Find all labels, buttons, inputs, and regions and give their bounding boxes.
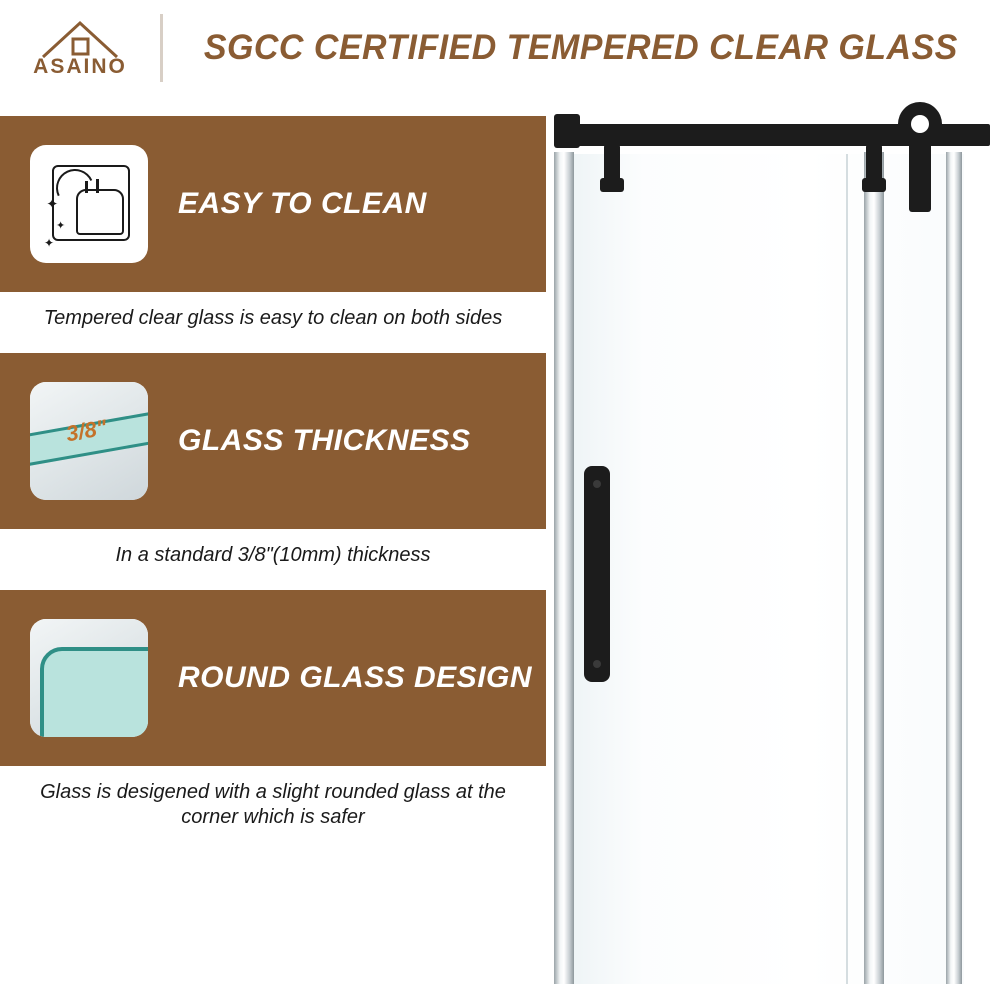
header-divider xyxy=(160,14,163,82)
feature-item-round-glass-design xyxy=(0,590,546,830)
feature-bar xyxy=(0,116,546,292)
rail-end-cap xyxy=(554,114,580,148)
thickness-label: 3/8" xyxy=(64,414,109,447)
product-photo xyxy=(546,96,990,984)
page-title: SGCC CERTIFIED TEMPERED CLEAR GLASS xyxy=(203,28,958,67)
feature-label: GLASS THICKNESS xyxy=(178,424,471,457)
feature-bar xyxy=(0,353,546,529)
feature-list xyxy=(0,116,546,852)
feature-caption: Glass is desigened with a slight rounded glass at the corner which is safer xyxy=(40,781,506,828)
house-logo-icon xyxy=(37,17,123,61)
rail-bracket xyxy=(604,144,620,190)
right-post xyxy=(946,152,962,984)
wipe-cloth-icon: ✦ ✦ ✦ xyxy=(30,145,148,263)
feature-item-easy-to-clean xyxy=(0,116,546,331)
rounded-corner-glass-icon xyxy=(30,619,148,737)
feature-item-glass-thickness xyxy=(0,353,546,568)
feature-label: EASY TO CLEAN xyxy=(178,187,427,220)
tempered-glass-panel xyxy=(572,154,964,984)
feature-bar xyxy=(0,590,546,766)
feature-caption: Tempered clear glass is easy to clean on both sides xyxy=(43,307,503,329)
brand-logo xyxy=(0,0,160,96)
left-post xyxy=(554,152,574,984)
glass-thickness-icon xyxy=(30,382,148,500)
header xyxy=(0,0,990,96)
roller-stem xyxy=(909,136,931,212)
feature-caption: In a standard 3/8"(10mm) thickness xyxy=(115,544,431,566)
brand-name: ASAINO xyxy=(33,55,127,78)
glass-edge xyxy=(846,154,848,984)
door-handle xyxy=(584,466,610,682)
rail-bracket xyxy=(866,144,882,190)
feature-label: ROUND GLASS DESIGN xyxy=(178,661,533,694)
center-post xyxy=(864,152,884,984)
